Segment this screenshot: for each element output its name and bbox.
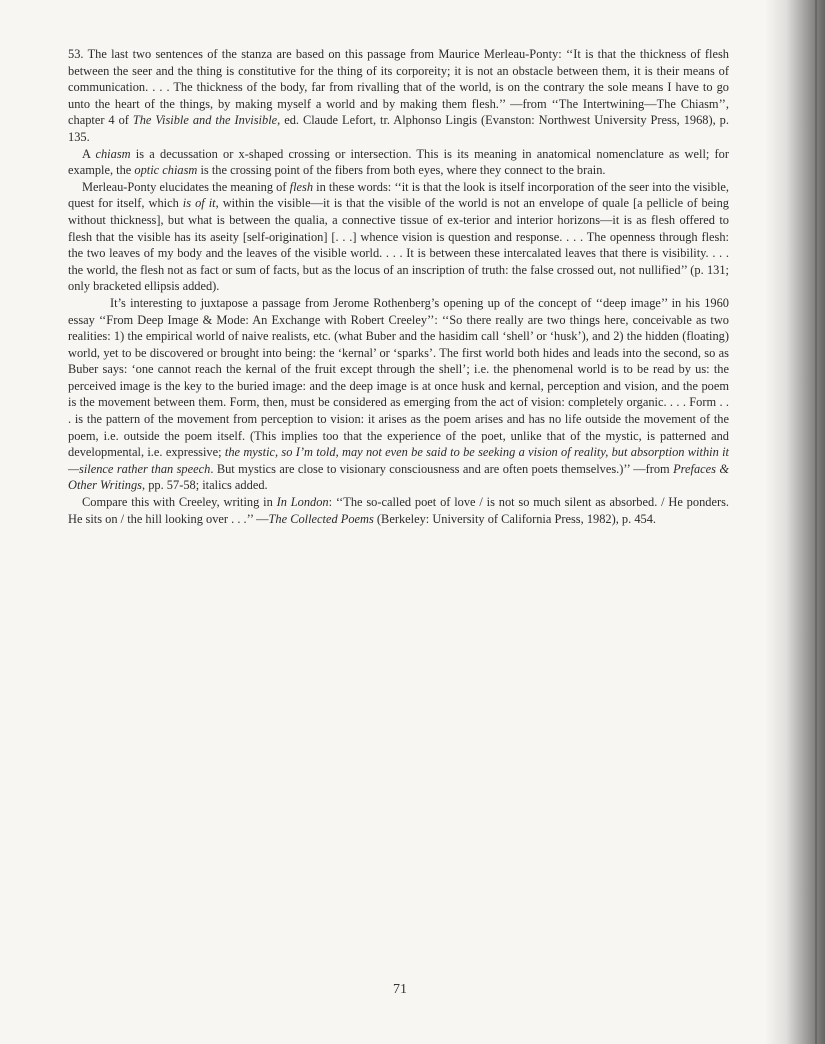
note-paragraph-creeley bbox=[68, 494, 729, 527]
page-edge bbox=[815, 0, 817, 1044]
italic-text-run: Prefaces & Other Writings bbox=[68, 461, 730, 493]
note-paragraph-chiasm-definition bbox=[68, 146, 729, 179]
text-run: The last two sentences of the stanza are based on this passage from Maurice Merleau-Ponty: ‘‘It is that the thickness of flesh between the seer and the thing is constitutive for the thing of its corporeity; it is not an obstacle between them, it is their means of communication. . . . The thickness of the body, far from rivalling that of the world, is on the contrary the sole means I have to go unto the heart of the things, by making myself a world and by making them flesh.’’ —from ‘‘The Intertwining—The Chiasm’’, chapter 4 of bbox=[68, 47, 730, 128]
text-run: is a decussation or x-shaped crossing or intersection. This is its meaning in anatomical nomenclature as well; for example, the bbox=[68, 146, 729, 178]
italic-text-run: optic chiasm bbox=[134, 163, 198, 178]
italic-text-run: In London bbox=[276, 495, 329, 510]
text-run: , ed. Claude Lefort, tr. Alphonso Lingis (Evanston: Northwest University Press, 1968), p. 135. bbox=[68, 113, 729, 144]
endnote-text bbox=[68, 46, 729, 527]
note-paragraph-deep-image bbox=[68, 295, 729, 494]
page-number: 71 bbox=[393, 982, 407, 997]
text-run: . But mystics are close to visionary consciousness and are often poets themselves.)’’ —from bbox=[210, 461, 674, 476]
text-run: (Berkeley: University of California Press, 1982), p. 454. bbox=[373, 511, 657, 526]
italic-text-run: The Visible and the Invisible bbox=[132, 113, 278, 128]
italic-text-run: The Collected Poems bbox=[268, 511, 374, 526]
note-paragraph-merleau-ponty-quote bbox=[68, 46, 729, 146]
text-run: is the crossing point of the fibers from both eyes, where they connect to the brain. bbox=[197, 163, 606, 178]
note-number: 53. bbox=[68, 47, 84, 61]
text-run: , pp. 57-58; italics added. bbox=[142, 478, 268, 493]
text-run: in these words: ‘‘it is that the look is itself incorporation of the seer into the visible, quest for itself, which bbox=[68, 179, 729, 211]
text-run: A bbox=[82, 146, 96, 161]
italic-text-run: flesh bbox=[289, 179, 314, 194]
note-paragraph-flesh bbox=[68, 179, 729, 295]
text-run: Merleau-Ponty elucidates the meaning of bbox=[82, 179, 290, 194]
text-run: : ‘‘The so-called poet of love / is not so much silent as absorbed. / He ponders. He sits on / the hill looking over . . .’’ — bbox=[68, 495, 730, 526]
italic-text-run: chiasm bbox=[95, 146, 131, 161]
text-run: It’s interesting to juxtapose a passage from Jerome Rothenberg’s opening up of the concept of ‘‘deep image’’ in his 1960 essay ‘‘From Deep Image & Mode: An Exchange with Robert Creeley’’: ‘‘So there really are two things here, conceivable as two realities: 1) the empirical world of naive realists, etc. (what Buber and the hasidim call ‘shell’ or ‘husk’), and 2) the hidden (floating) world, yet to be discovered or brought into being: the ‘kernal’ or ‘sparks’. The first world both hides and leads into the second, so as Buber says: ‘one cannot reach the kernal of the fruit except through the shell’; i.e. the phenomenal world is to be read by us: the perceived image is the key to the buried image: and the deep image is at once husk and kernal, perception and vision, and the poem is the movement between them. Form, then, must be considered as emerging from the act of vision: completely organic. . . . Form . . . is the pattern of the movement from perception to vision: it arises as the poem arises and has no life outside the movement of the poem, i.e. outside the poem itself. (This implies too that the experience of the poet, unlike that of the mystic, is patterned and developmental, i.e. expressive; bbox=[68, 295, 729, 460]
italic-text-run: is of it bbox=[182, 196, 216, 211]
text-run: Compare this with Creeley, writing in bbox=[82, 495, 277, 510]
text-run: , within the visible—it is that the visible of the world is not an envelope of quale [a pellicle of being without thickness], but what is between the qualia, a connective tissue of ex-terior and interior horizons—it is as flesh offered to flesh that the visible has its aseity [self-origination] [. . .] whence vision is question and response. . . . The openness through flesh: the two leaves of my body and the leaves of the visible world. . . . It is between these intercalated leaves that there is visibility. . . . the world, the flesh not as fact or sum of facts, but as the locus of an inscription of truth: the false crossed out, not nullified’’ (p. 131; only bracketed ellipsis added). bbox=[68, 196, 729, 294]
italic-text-run: the mystic, so I’m told, may not even be said to be seeking a vision of reality, but absorption within it—silence rather than speech bbox=[68, 445, 729, 476]
